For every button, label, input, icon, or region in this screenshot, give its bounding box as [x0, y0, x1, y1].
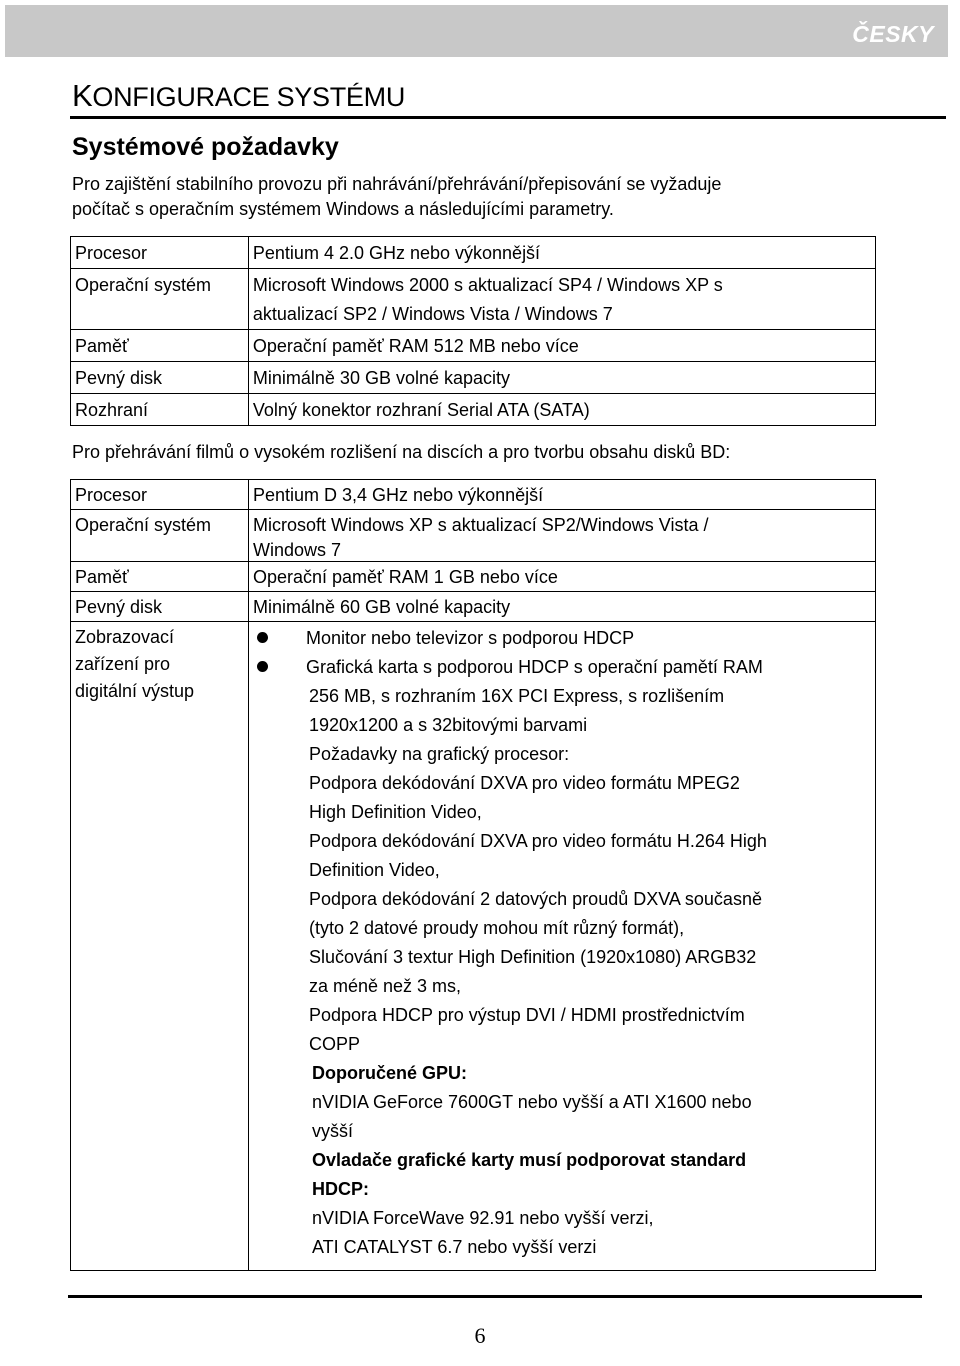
row-label: Pevný disk — [71, 362, 249, 394]
footer-divider — [68, 1295, 922, 1298]
text-line: High Definition Video, — [308, 802, 482, 822]
row-label: Rozhraní — [71, 394, 249, 426]
intro-paragraph — [72, 172, 892, 222]
driver-requirement-title: HDCP: — [311, 1179, 369, 1199]
table-row — [71, 592, 876, 622]
text-line: Definition Video, — [308, 860, 440, 880]
text-line: Požadavky na grafický procesor: — [308, 744, 570, 764]
row-label: Paměť — [71, 330, 249, 362]
bd-requirements-intro: Pro přehrávání filmů o vysokém rozlišení na discích a pro tvorbu obsahu disků BD: — [72, 442, 731, 462]
label-line: digitální výstup — [75, 681, 195, 701]
header-bar — [5, 5, 948, 57]
row-value — [248, 269, 875, 330]
row-label: Procesor — [71, 237, 249, 269]
table-row — [71, 394, 876, 426]
row-value: Volný konektor rozhraní Serial ATA (SATA) — [248, 394, 875, 426]
text-line: 1920x1200 a s 32bitovými barvami — [308, 715, 588, 735]
bullet-icon — [257, 632, 268, 643]
language-label: ČESKY — [852, 21, 934, 47]
table-row — [71, 562, 876, 592]
value-line: aktualizací SP2 / Windows Vista / Windows 7 — [252, 304, 613, 324]
bullet-icon — [257, 661, 268, 672]
intro-line: počítač s operačním systémem Windows a následujícími parametry. — [72, 199, 614, 219]
value-line: Microsoft Windows 2000 s aktualizací SP4 / Windows XP s — [252, 275, 723, 295]
section-title — [72, 78, 405, 114]
row-label — [71, 622, 249, 1271]
text-line: nVIDIA GeForce 7600GT nebo vyšší a ATI X1600 nebo — [311, 1092, 752, 1112]
table-row — [71, 622, 876, 1271]
text-line: COPP — [308, 1034, 360, 1054]
row-value — [248, 510, 875, 562]
value-line: Microsoft Windows XP s aktualizací SP2/Windows Vista / — [252, 515, 709, 535]
table-row — [71, 362, 876, 394]
bullet-text: Monitor nebo televizor s podporou HDCP — [305, 628, 635, 648]
row-value: Minimálně 60 GB volné kapacity — [248, 592, 875, 622]
value-line: Windows 7 — [252, 540, 342, 560]
text-line: Podpora dekódování 2 datových proudů DXVA současně — [308, 889, 762, 909]
label-line: Zobrazovací — [75, 627, 175, 647]
table-row — [71, 480, 876, 510]
page-subtitle: Systémové požadavky — [72, 133, 339, 161]
text-line: Slučování 3 textur High Definition (1920x1080) ARGB32 — [308, 947, 757, 967]
row-value: Operační paměť RAM 1 GB nebo více — [248, 562, 875, 592]
section-title-rest: ONFIGURACE SYSTÉMU — [92, 82, 406, 112]
text-line: ATI CATALYST 6.7 nebo vyšší verzi — [311, 1237, 597, 1257]
row-value: Minimálně 30 GB volné kapacity — [248, 362, 875, 394]
text-line: nVIDIA ForceWave 92.91 nebo vyšší verzi, — [311, 1208, 654, 1228]
text-line: (tyto 2 datové proudy mohou mít různý formát), — [308, 918, 685, 938]
table-row — [71, 330, 876, 362]
bullet-item — [253, 624, 875, 653]
row-label: Operační systém — [71, 510, 249, 562]
text-line: Podpora HDCP pro výstup DVI / HDMI prostřednictvím — [308, 1005, 745, 1025]
row-value: Operační paměť RAM 512 MB nebo více — [248, 330, 875, 362]
recommended-gpu-title: Doporučené GPU: — [311, 1063, 467, 1083]
table-row — [71, 237, 876, 269]
row-label: Paměť — [71, 562, 249, 592]
row-label: Procesor — [71, 480, 249, 510]
row-value: Pentium 4 2.0 GHz nebo výkonnější — [248, 237, 875, 269]
page-number: 6 — [474, 1323, 486, 1348]
gpu-requirements — [309, 682, 875, 1262]
bd-requirements-table — [70, 479, 876, 1271]
table-row — [71, 510, 876, 562]
driver-requirement-title: Ovladače grafické karty musí podporovat standard — [311, 1150, 747, 1170]
text-line: Podpora dekódování DXVA pro video formátu MPEG2 — [308, 773, 740, 793]
basic-requirements-table — [70, 236, 876, 426]
title-divider — [70, 116, 946, 119]
row-value — [248, 622, 875, 1271]
row-label: Operační systém — [71, 269, 249, 330]
text-line: vyšší — [311, 1121, 353, 1141]
table-row — [71, 269, 876, 330]
section-title-initial: K — [72, 78, 93, 113]
text-line: za méně než 3 ms, — [308, 976, 462, 996]
bullet-item — [253, 653, 875, 682]
row-label: Pevný disk — [71, 592, 249, 622]
label-line: zařízení pro — [75, 654, 171, 674]
text-line: Podpora dekódování DXVA pro video formátu H.264 High — [308, 831, 767, 851]
bullet-text: Grafická karta s podporou HDCP s operační pamětí RAM — [305, 657, 763, 677]
text-line: 256 MB, s rozhraním 16X PCI Express, s rozlišením — [308, 686, 725, 706]
row-value: Pentium D 3,4 GHz nebo výkonnější — [248, 480, 875, 510]
intro-line: Pro zajištění stabilního provozu při nahrávání/přehrávání/přepisování se vyžaduje — [72, 174, 722, 194]
